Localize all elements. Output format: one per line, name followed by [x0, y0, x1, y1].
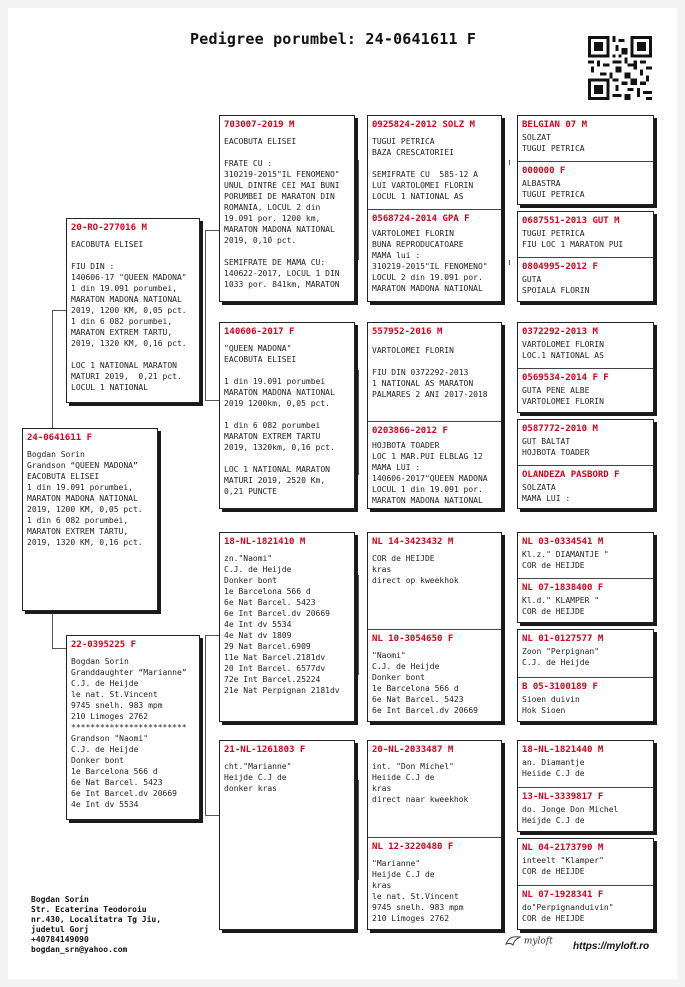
ring-number: NL 14-3423432 M	[372, 537, 454, 547]
pigeon-details: Kl.d." KLAMPER " COR de HEIJDE	[522, 596, 600, 616]
ring-number: NL 12-3220480 F	[372, 842, 454, 852]
ancestor-card[interactable]	[518, 839, 653, 885]
pigeon-icon	[505, 935, 521, 947]
ring-number: 0372292-2013 M	[522, 327, 598, 337]
ring-number: 0687551-2013 GUT M	[522, 216, 620, 226]
pigeon-details: Zoon "Perpignan" C.J. de Heijde	[522, 647, 600, 667]
ring-number: 22-0395225 F	[71, 640, 137, 650]
great-grandparent-card[interactable]	[368, 629, 501, 722]
great-grandparent-pair	[367, 740, 502, 930]
grandparent-card[interactable]	[219, 322, 355, 509]
connector-line	[205, 815, 219, 816]
ring-number: NL 10-3054650 F	[372, 634, 454, 644]
ring-number: 13-NL-3339817 F	[522, 792, 604, 802]
ring-number: B 05-3100189 F	[522, 682, 598, 692]
pigeon-details: COR de HEIJDE kras direct op kweekhok	[372, 554, 459, 585]
ring-number: 557952-2016 M	[372, 327, 443, 337]
ancestor-card[interactable]	[518, 465, 653, 509]
ancestor-card[interactable]	[518, 116, 653, 161]
connector-line	[358, 575, 359, 675]
ancestor-pair	[517, 740, 654, 832]
great-grandparent-card[interactable]	[368, 116, 501, 209]
ring-number: 000000 F	[522, 166, 566, 176]
grandparent-card[interactable]	[219, 532, 355, 722]
pigeon-details: int. "Don Michel" Heiide C.J de kras direct naar kweekhok	[372, 762, 469, 804]
ancestor-card[interactable]	[518, 578, 653, 623]
ancestor-pair	[517, 419, 654, 509]
pigeon-details: an. Diamantje Heiide C.J de	[522, 758, 585, 778]
pigeon-details: inteelt "Klamper" COR de HEIJDE	[522, 856, 604, 876]
dam-card[interactable]	[66, 635, 200, 820]
pigeon-details: SOLZATA MAMA LUI :	[522, 483, 571, 503]
pigeon-details: Kl.z." DIAMANTJE " COR de HEIJDE	[522, 550, 609, 570]
pigeon-details: Bogdan Sorin Granddaughter “Marianne” C.J. de Heijde le nat. St.Vincent 9745 snelh. 983 mpm 210 Limoges 2762 ************************ Grandson "Naomi" C.J. de Heijde Donker bont 1e Barcelona 566 d 6e Nat Barcel. 5423 6e Int Barcel.dv 20669 4e Int dv 5534	[71, 657, 187, 809]
ring-number: 703007-2019 M	[224, 120, 295, 130]
connector-line	[358, 370, 359, 475]
ancestor-card[interactable]	[518, 533, 653, 578]
great-grandparent-card[interactable]	[368, 323, 501, 421]
ancestor-pair	[517, 838, 654, 930]
connector-line	[52, 613, 53, 648]
ring-number: 18-NL-1821410 M	[224, 537, 306, 547]
pigeon-details: "QUEEN MADONA" EACOBUTA ELISEI 1 din 19.091 porumbei MARATON MADONA NATIONAL 2019 1200km, 0,05 pct. 1 din 6 082 porumbei MARATON EXTREM TARTU 2019, 1320km, 0,16 pct. LOC 1 NATIONAL MARATON MATURI 2019, 2520 Km, 0,21 PUNCTE	[224, 344, 335, 496]
great-grandparent-card[interactable]	[368, 421, 501, 509]
sire-card[interactable]	[66, 218, 200, 403]
ancestor-pair	[517, 629, 654, 722]
ring-number: 0569534-2014 F F	[522, 373, 609, 383]
ring-number: 21-NL-1261803 F	[224, 745, 306, 755]
ring-number: 18-NL-1821440 M	[522, 745, 604, 755]
ancestor-card[interactable]	[518, 787, 653, 832]
pigeon-details: do. Jonge Don Michel Heijde C.J de	[522, 805, 619, 825]
ring-number: NL 07-1928341 F	[522, 890, 604, 900]
connector-line	[205, 400, 219, 401]
ring-number: NL 07-1838400 F	[522, 583, 604, 593]
ring-number: 0568724-2014 GPA F	[372, 214, 470, 224]
great-grandparent-pair	[367, 115, 502, 302]
pigeon-details: cht."Marianne" Heijde C.J de donker kras	[224, 762, 292, 793]
pigeon-details: ALBASTRA TUGUI PETRICA	[522, 179, 585, 199]
pigeon-details: TUGUI PETRICA BAZA CRESCATORIEI SEMIFRATE CU 585-12 A LUI VARTOLOMEI FLORIN LOCUL 1 NATIONAL AS	[372, 137, 478, 201]
ancestor-card[interactable]	[518, 630, 653, 677]
connector-line	[205, 635, 219, 636]
pigeon-details: HOJBOTA TOADER LOC 1 MAR.PUI ELBLAG 12 MAMA LUI : 140606-2017"QUEEN MADONA LOCUL 1 din 19.091 por. MARATON MADONA NATIONAL	[372, 441, 488, 505]
ancestor-card[interactable]	[518, 212, 653, 257]
pigeon-details: GUTA SPOIALA FLORIN	[522, 275, 590, 295]
myloft-logo	[505, 935, 553, 947]
ring-number: OLANDEZA PASBORD F	[522, 470, 620, 480]
grandparent-card[interactable]	[219, 115, 355, 302]
ring-number: 20-NL-2033487 M	[372, 745, 454, 755]
connector-line	[52, 648, 66, 649]
connector-line	[205, 230, 219, 231]
connector-line	[358, 780, 359, 880]
pigeon-details: SOLZAT TUGUI PETRICA	[522, 133, 585, 153]
ancestor-card[interactable]	[518, 420, 653, 465]
grandparent-card[interactable]	[219, 740, 355, 930]
ancestor-card[interactable]	[518, 257, 653, 302]
ring-number: NL 03-0334541 M	[522, 537, 604, 547]
ring-number: NL 04-2173790 M	[522, 843, 604, 853]
connector-line	[205, 635, 206, 815]
pigeon-details: VARTOLOMEI FLORIN FIU DIN 0372292-2013 1 NATIONAL AS MARATON PALMARES 2 ANI 2017-2018	[372, 346, 488, 399]
ring-number: 140606-2017 F	[224, 327, 295, 337]
great-grandparent-pair	[367, 322, 502, 509]
ring-number: 24-0641611 F	[27, 433, 93, 443]
qr-code-icon	[588, 34, 652, 102]
great-grandparent-pair	[367, 532, 502, 722]
ancestor-pair	[517, 115, 654, 205]
ancestor-pair	[517, 322, 654, 413]
pigeon-details: Sioen duivin Hok Sioen	[522, 695, 580, 715]
ancestor-card[interactable]	[518, 677, 653, 722]
ring-number: 0203866-2012 F	[372, 426, 448, 436]
ancestor-pair	[517, 532, 654, 623]
connector-line	[52, 310, 53, 430]
pigeon-details: VARTOLOMEI FLORIN LOC.1 NATIONAL AS	[522, 340, 604, 360]
logo-text: myloft	[523, 936, 553, 947]
ring-number: 0804995-2012 F	[522, 262, 598, 272]
pigeon-details: GUTA PENE ALBE VARTOLOMEI FLORIN	[522, 386, 604, 406]
pigeon-details: zn."Naomi" C.J. de Heijde Donker bont 1e Barcelona 566 d 6e Nat Barcel. 5423 6e Int Barcel.dv 20669 4e Int dv 5534 4e Nat dv 1809 29 Nat Barcel.6909 11e Nat Barcel.2181dv 20 Int Barcel. 6577dv 72e Int Barcel.25224 21e Nat Perpignan 2181dv	[224, 554, 340, 695]
great-grandparent-card[interactable]	[368, 209, 501, 302]
ancestor-card[interactable]	[518, 741, 653, 787]
connector-line	[358, 160, 359, 260]
great-grandparent-card[interactable]	[368, 837, 501, 930]
pigeon-details: TUGUI PETRICA FIU LOC 1 MARATON PUI	[522, 229, 624, 249]
pigeon-details: VARTOLOMEI FLORIN BUNA REPRODUCATOARE MAMA lui : 310219-2015"IL FENOMENO" LOCUL 2 din 19.091 por. MARATON MADONA NATIONAL	[372, 229, 488, 293]
connector-line	[205, 230, 206, 400]
ancestor-card[interactable]	[518, 885, 653, 930]
subject-card[interactable]	[22, 428, 158, 611]
pigeon-details: "Naomi" C.J. de Heijde Donker bont 1e Barcelona 566 d 6e Nat Barcel. 5423 6e Int Barcel.dv 20669	[372, 651, 478, 715]
ancestor-card[interactable]	[518, 161, 653, 205]
website-link[interactable]: https://myloft.ro	[573, 941, 650, 952]
connector-line	[509, 260, 510, 265]
ancestor-card[interactable]	[518, 323, 653, 368]
connector-line	[509, 160, 510, 165]
pigeon-details: do"Perpignanduivin" COR de HEIJDE	[522, 903, 614, 923]
ring-number: 20-RO-277016 M	[71, 223, 147, 233]
pigeon-details: GUT BALTAT HOJBOTA TOADER	[522, 437, 590, 457]
connector-line	[52, 310, 66, 311]
ancestor-pair	[517, 211, 654, 302]
great-grandparent-card[interactable]	[368, 741, 501, 837]
pigeon-details: "Marianne" Heijde C.J de kras le nat. St.Vincent 9745 snelh. 983 mpm 210 Limoges 2762	[372, 859, 464, 923]
pigeon-details: EACOBUTA ELISEI FIU DIN : 140606-17 "QUEEN MADONA" 1 din 19.091 porumbei, MARATON MADONA NATIONAL 2019, 1200 KM, 0,05 pct. 1 din 6 082 porumbei, MARATON EXTREM TARTU, 2019, 1320 KM, 0,16 pct. LOC 1 NATIONAL MARATON MATURI 2019, 0,21 pct. LOCUL 1 NATIONAL	[71, 240, 187, 392]
owner-address: Bogdan Sorin Str. Ecaterina Teodoroiu nr.430, Localitatra Tg Jiu, judetul Gorj +40784149090 bogdan_srn@yahoo.com	[31, 895, 162, 954]
ring-number: BELGIAN 07 M	[522, 120, 588, 130]
pigeon-details: EACOBUTA ELISEI FRATE CU : 310219-2015"IL FENOMENO" UNUL DINTRE CEI MAI BUNI PORUMBEI DE MARATON DIN ROMANIA, LOCUL 2 din 19.091 por. 1200 km, MARATON MADONA NATIONAL 2019, 0,10 pct. SEMIFRATE DE MAMA CU: 140622-2017, LOCUL 1 DIN 1033 por. 841km, MARATON	[224, 137, 340, 289]
ancestor-card[interactable]	[518, 368, 653, 413]
ring-number: 0925824-2012 SOLZ M	[372, 120, 475, 130]
ring-number: 0587772-2010 M	[522, 424, 598, 434]
page-title: Pedigree porumbel: 24-0641611 F	[190, 30, 477, 48]
ring-number: NL 01-0127577 M	[522, 634, 604, 644]
great-grandparent-card[interactable]	[368, 533, 501, 629]
pigeon-details: Bogdan Sorin Grandson “QUEEN MADONA” EACOBUTA ELISEI 1 din 19.091 porumbei, MARATON MADONA NATIONAL 2019, 1200 KM, 0,05 pct. 1 din 6 082 porumbei, MARATON EXTREM TARTU, 2019, 1320 KM, 0,16 pct.	[27, 450, 143, 547]
